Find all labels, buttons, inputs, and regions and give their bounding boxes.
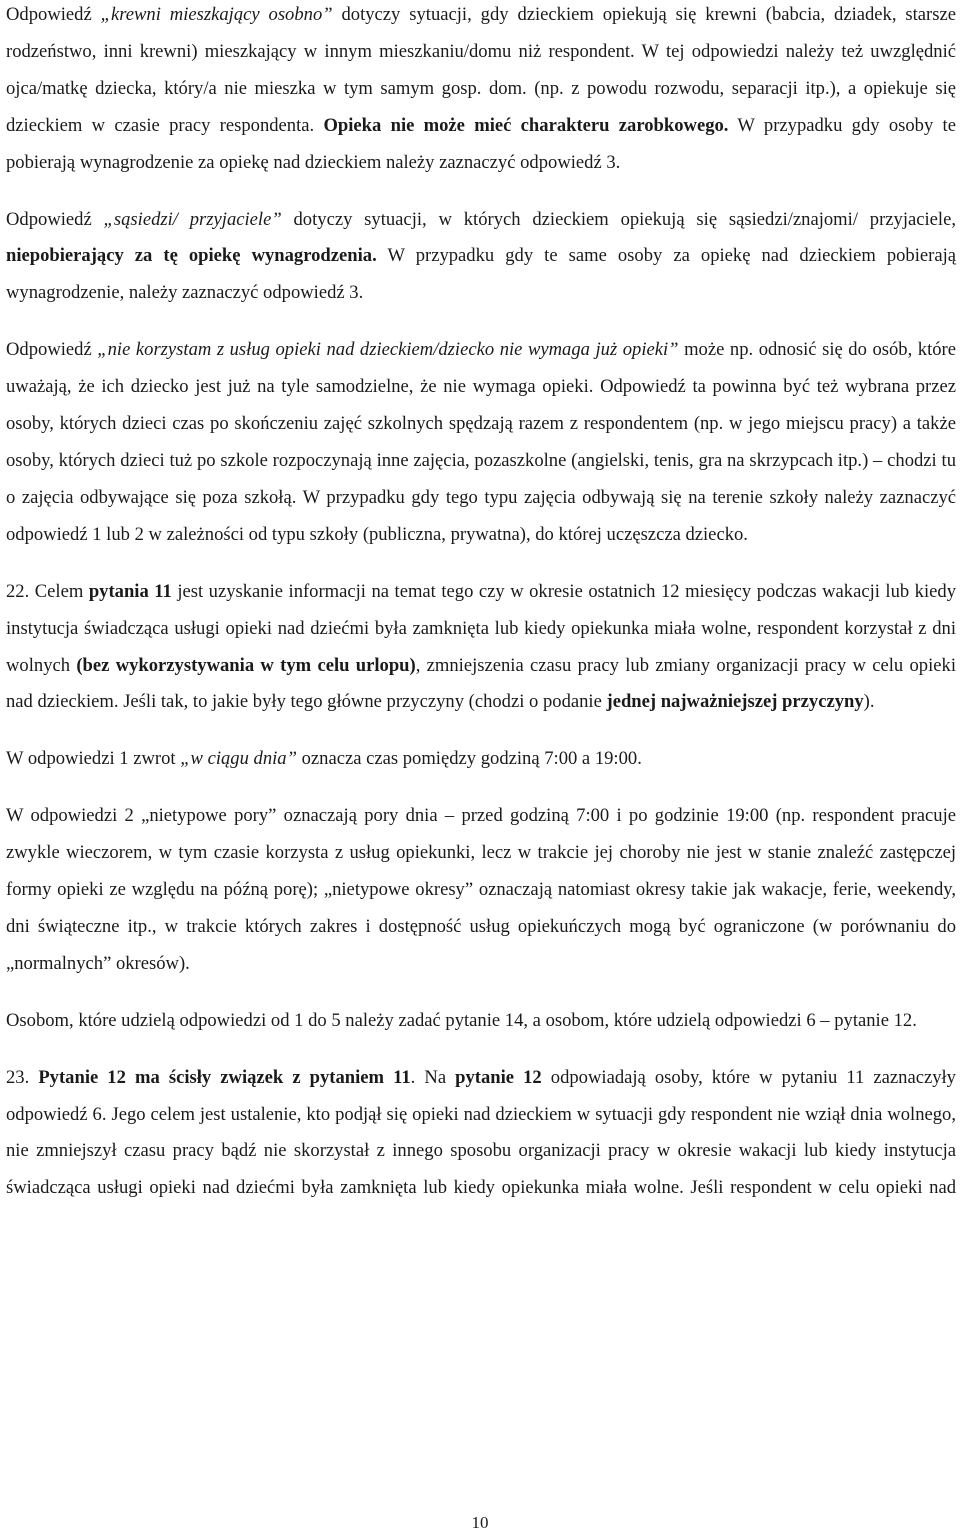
bold-emphasis: pytania 11 <box>88 580 172 602</box>
text-span: Osobom, które udzielą odpowiedzi od 1 do 5 należy zadać pytanie 14, a osobom, które udzielą odpowiedzi 6 – pytanie 12. <box>6 1009 917 1031</box>
paragraph-krewni <box>6 0 956 182</box>
italic-term: „nie korzystam z usług opieki nad dzieckiem/dziecko nie wymaga już opieki” <box>97 339 679 361</box>
text-span: dotyczy sytuacji, gdy dzieckiem opiekują się krewni (babcia, dziadek, starsze rodzeństwo, inni krewni) mieszkający w innym mieszkaniu/domu niż respondent. W tej odpowiedzi należy też uwzględnić ojca/matkę dziecka, który/a nie mieszka w tym samym gosp. dom. (np. z powodu rozwodu, separacji itp.), a opiekuje się dzieckiem w czasie pracy respondenta. <box>6 4 956 136</box>
text-span: odpowiadają osoby, które w pytaniu 11 zaznaczyły odpowiedź 6. Jego celem jest ustalenie, kto podjął się opieki nad dzieckiem w sytuacji gdy respondent nie wziął dnia wolnego, nie zmniejszył czasu pracy bądź nie skorzystał z innego sposobu organizacji pracy w okresie wakacji lub kiedy instytucja świadcząca usługi opieki nad dziećmi była zamknięta lub kiedy opiekunka miała wolne. Jeśli respondent w celu opieki nad <box>6 1066 956 1199</box>
paragraph-w-ciagu-dnia <box>6 741 956 778</box>
text-span: , zmniejszenia czasu pracy lub zmiany organizacji pracy w celu opieki nad dzieckiem. Jeśli tak, to jakie były tego główne przyczyny (chodzi o podanie <box>6 654 956 713</box>
paragraph-22 <box>6 574 956 722</box>
italic-term: „krewni mieszkający osobno” <box>100 4 333 25</box>
paragraph-sasiedzi <box>6 202 956 313</box>
paragraph-23 <box>6 1060 956 1208</box>
text-span: . Na <box>410 1066 456 1088</box>
paragraph-osobom <box>6 1003 956 1040</box>
text-span: 22. Celem <box>6 580 89 602</box>
text-span: Odpowiedź <box>6 208 104 230</box>
paragraph-nie-korzystam <box>6 332 956 553</box>
bold-emphasis: (bez wykorzystywania w tym celu urlopu) <box>76 654 416 676</box>
text-span: W odpowiedzi 1 zwrot <box>6 748 181 770</box>
text-span: Odpowiedź <box>6 4 101 25</box>
text-span: 23. <box>6 1066 39 1088</box>
text-span: Odpowiedź <box>6 339 98 361</box>
italic-term: „sąsiedzi/ przyjaciele” <box>103 208 282 230</box>
document-page <box>6 0 956 1207</box>
bold-emphasis: jednej najważniejszej przyczyny <box>606 691 864 713</box>
text-span: jest uzyskanie informacji na temat tego czy w okresie ostatnich 12 miesięcy podczas wakacji lub kiedy instytucja świadcząca usługi opieki nad dziećmi była zamknięta lub kiedy opiekunka miała wolne, respondent korzystał z dni wolnych <box>6 580 956 676</box>
bold-emphasis: Pytanie 12 ma ścisły związek z pytaniem 11 <box>38 1066 411 1088</box>
text-span: W przypadku gdy te same osoby za opiekę nad dzieckiem pobierają wynagrodzenie, należy zaznaczyć odpowiedź 3. <box>6 245 957 304</box>
bold-emphasis: niepobierający za tę opiekę wynagrodzenia. <box>6 245 377 267</box>
text-span: oznacza czas pomiędzy godziną 7:00 a 19:00. <box>296 748 642 770</box>
text-span: W przypadku gdy osoby te pobierają wynagrodzenie za opiekę nad dzieckiem należy zaznaczyć odpowiedź 3. <box>6 114 956 173</box>
page-number: 10 <box>471 1513 489 1532</box>
text-span: dotyczy sytuacji, w których dzieckiem opiekują się sąsiedzi/znajomi/ przyjaciele, <box>281 208 956 230</box>
italic-term: „w ciągu dnia” <box>180 748 297 770</box>
bold-emphasis: Opieka nie może mieć charakteru zarobkowego. <box>323 114 729 136</box>
bold-emphasis: pytanie 12 <box>455 1066 542 1088</box>
text-span: W odpowiedzi 2 „nietypowe pory” oznaczają pory dnia – przed godziną 7:00 i po godzinie 19:00 (np. respondent pracuje zwykle wieczorem, w tym czasie korzysta z usług opiekunki, lecz w trakcie jej choroby nie jest w stanie znaleźć zastępczej formy opieki ze względu na późną porę); „nietypowe okresy” oznaczają natomiast okresy takie jak wakacje, ferie, weekendy, dni świąteczne itp., w trakcie których zakres i dostępność usług opiekuńczych mogą być ograniczone (w porównaniu do „normalnych” okresów). <box>6 805 956 974</box>
text-span: może np. odnosić się do osób, które uważają, że ich dziecko jest już na tyle samodzielne, że nie wymaga opieki. Odpowiedź ta powinna być też wybrana przez osoby, których dzieci czas po skończeniu zajęć szkolnych spędzają razem z respondentem (np. w jego miejscu pracy) a także osoby, których dzieci tuż po szkole rozpoczynają inne zajęcia, pozaszkolne (angielski, tenis, gra na skrzypcach itp.) – chodzi tu o zajęcia odbywające się poza szkołą. W przypadku gdy tego typu zajęcia odbywają się na terenie szkoły należy zaznaczyć odpowiedź 1 lub 2 w zależności od typu szkoły (publiczna, prywatna), do której uczęszcza dziecko. <box>6 339 956 545</box>
text-span: ). <box>863 691 875 713</box>
paragraph-nietypowe-pory <box>6 798 956 983</box>
